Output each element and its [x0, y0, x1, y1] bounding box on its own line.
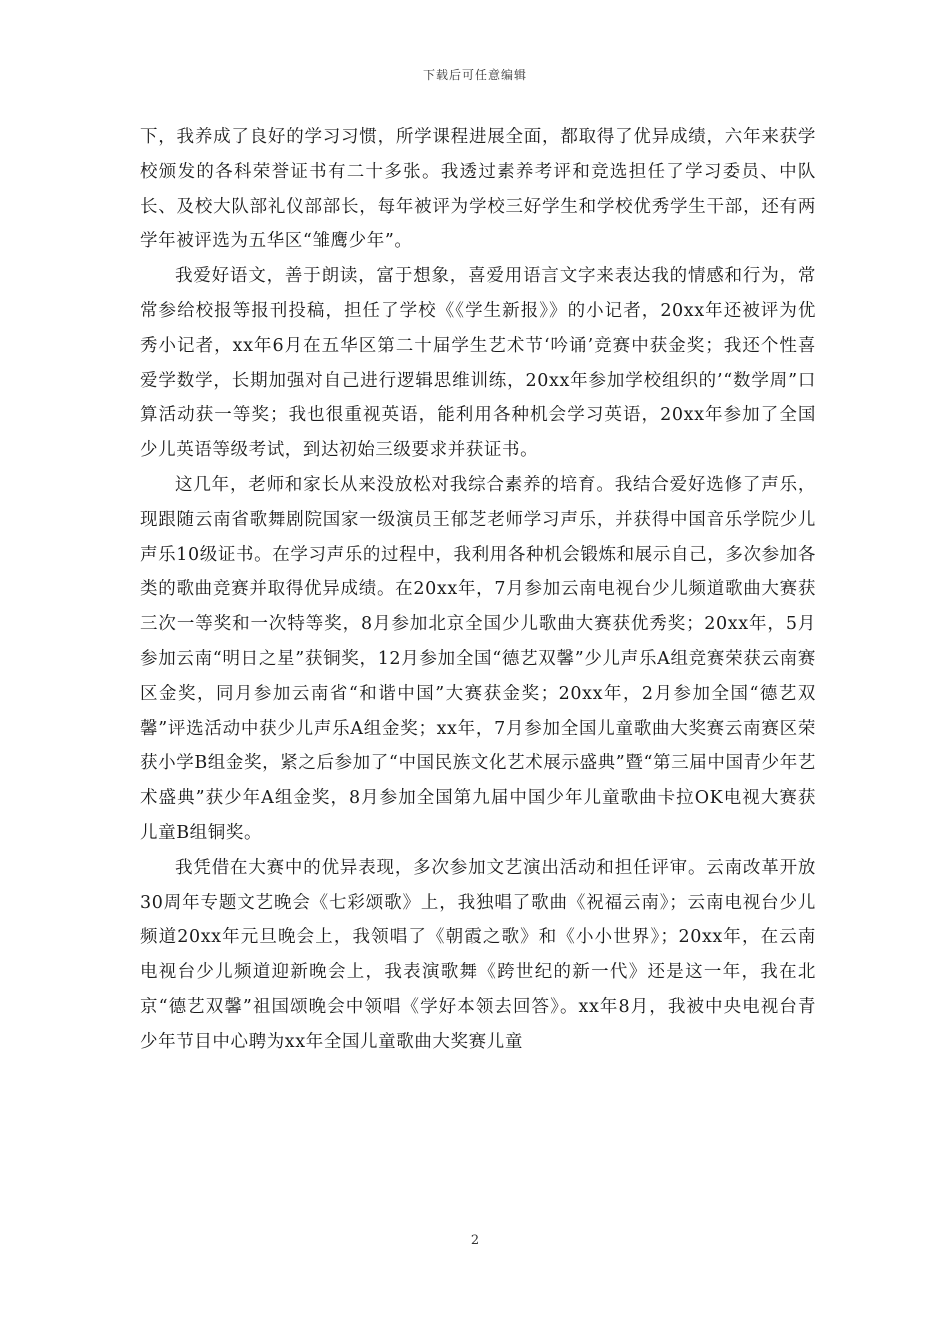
paragraph-performances: 我凭借在大赛中的优异表现，多次参加文艺演出活动和担任评审。云南改革开放30周年专题文艺晚会《七彩颂歌》上，我独唱了歌曲《祝福云南》；云南电视台少儿频道20xx年元旦晚会上，我领唱了《朝霞之歌》和《小小世界》；20xx年，在云南电视台少儿频道迎新晚会上，我表演歌舞《跨世纪的新一代》还是这一年，我在北京“德艺双馨”祖国颂晚会中领唱《学好本领去回答》。xx年8月，我被中央电视台青少年节目中心聘为xx年全国儿童歌曲大奖赛儿童	[140, 857, 816, 1052]
paragraph-language-achievements: 我爱好语文，善于朗读，富于想象，喜爱用语言文字来表达我的情感和行为，常常参给校报等报刊投稿，担任了学校《《学生新报》》的小记者，20xx年还被评为优秀小记者，xx年6月在五华区第二十届学生艺术节‘吟诵’竞赛中获金奖；我还个性喜爱学数学，长期加强对自己进行逻辑思维训练，20xx年参加学校组织的’“数学周”口算活动获一等奖；我也很重视英语，能利用各种机会学习英语，20xx年参加了全国少儿英语等级考试，到达初始三级要求并获证书。	[140, 266, 816, 461]
paragraph-vocal-music: 这几年，老师和家长从来没放松对我综合素养的培育。我结合爱好选修了声乐，现跟随云南省歌舞剧院国家一级演员王郁芝老师学习声乐，并获得中国音乐学院少儿声乐10级证书。在学习声乐的过程中，我利用各种机会锻炼和展示自己，多次参加各类的歌曲竞赛并取得优异成绩。在20xx年，7月参加云南电视台少儿频道歌曲大赛获三次一等奖和一次特等奖，8月参加北京全国少儿歌曲大赛获优秀奖；20xx年，5月参加云南“明日之星”获铜奖，12月参加全国“德艺双馨”少儿声乐A组竞赛荣获云南赛区金奖，同月参加云南省“和谐中国”大赛获金奖；20xx年，2月参加全国“德艺双馨”评选活动中获少儿声乐A组金奖；xx年，7月参加全国儿童歌曲大奖赛云南赛区荣获小学B组金奖，紧之后参加了“中国民族文化艺术展示盛典”暨“第三届中国青少年艺术盛典”获少年A组金奖，8月参加全国第九届中国少年儿童歌曲卡拉OK电视大赛获儿童B组铜奖。	[140, 474, 816, 843]
document-body	[140, 120, 816, 1060]
page-header: 下载后可任意编辑	[422, 68, 527, 82]
page-number: 2	[470, 1233, 480, 1248]
paragraph-continuation: 下，我养成了良好的学习习惯，所学课程进展全面，都取得了优异成绩，六年来获学校颁发的各科荣誉证书有二十多张。我透过素养考评和竞选担任了学习委员、中队长、及校大队部礼仪部部长，每年被评为学校三好学生和学校优秀学生干部，还有两学年被评选为五华区“雏鹰少年”。	[140, 127, 816, 252]
